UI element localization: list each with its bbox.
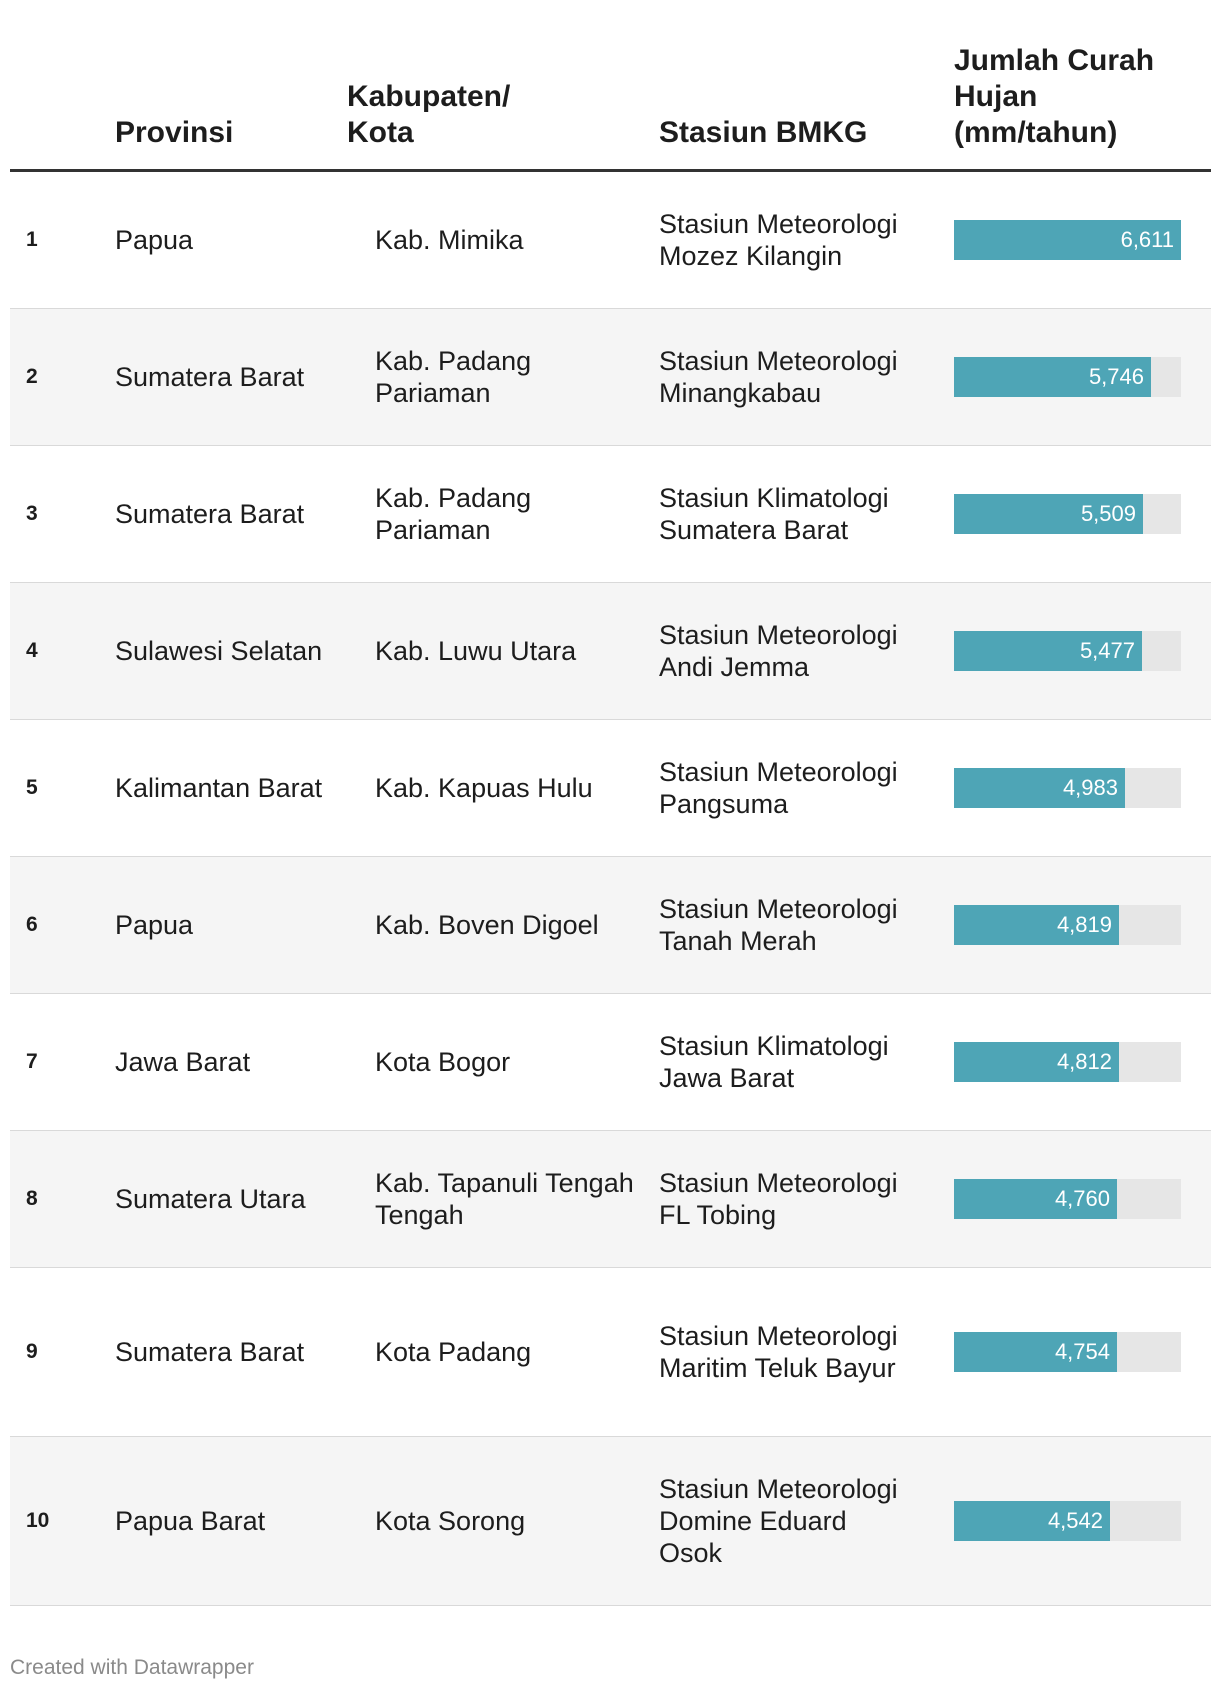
kabupaten-text: Kota Sorong [375,1506,526,1536]
kabupaten-text-cell [375,994,635,1130]
bar-track [954,357,1181,397]
provinsi-text-cell [115,583,355,719]
stasiun-text-cell [659,583,909,719]
footer-credit[interactable]: Created with Datawrapper [10,1656,254,1679]
bar-track [954,1332,1181,1372]
kabupaten-text-cell [375,1437,635,1605]
provinsi-text: Sumatera Barat [115,1337,305,1367]
rank-number-cell [26,1131,96,1267]
header-kabupaten[interactable]: Kabupaten/ Kota [347,80,511,149]
bar-cell [954,446,1181,582]
table-body [10,172,1211,1606]
provinsi-text-cell [115,857,355,993]
provinsi-text: Papua [115,910,194,940]
kabupaten-text-cell [375,446,635,582]
kabupaten-text-cell [375,857,635,993]
header-stasiun[interactable]: Stasiun BMKG [659,116,868,149]
provinsi-text: Sumatera Utara [115,1184,306,1214]
stasiun-text-cell [659,1268,909,1436]
rank-number-cell [26,446,96,582]
bar-track [954,631,1181,671]
kabupaten-text-cell [375,720,635,856]
provinsi-text: Kalimantan Barat [115,773,323,803]
bar-cell [954,583,1181,719]
bar-track [954,220,1181,260]
bar-value-label: 5,746 [1088,364,1144,389]
table-row [10,583,1211,720]
rank-number-cell [26,994,96,1130]
rank-number: 10 [26,1509,50,1532]
rank-number: 3 [26,502,38,525]
table-row [10,1437,1211,1606]
stasiun-text: Stasiun Meteorologi Andi Jemma [659,620,898,682]
bar-cell [954,1131,1181,1267]
provinsi-text-cell [115,720,355,856]
rank-number-cell [26,583,96,719]
bar-track [954,905,1181,945]
stasiun-text: Stasiun Meteorologi Tanah Merah [659,894,898,956]
table-row [10,1268,1211,1437]
rank-number: 6 [26,913,38,936]
bar-cell [954,1437,1181,1605]
kabupaten-text: Kota Padang [375,1337,532,1367]
kabupaten-text: Kab. Kapuas Hulu [375,773,593,803]
rank-number-cell [26,1268,96,1436]
provinsi-text-cell [115,1437,355,1605]
rainfall-table [10,0,1211,1606]
provinsi-text: Sumatera Barat [115,362,305,392]
rank-number: 9 [26,1340,38,1363]
kabupaten-text: Kab. Luwu Utara [375,636,577,666]
rank-number-cell [26,172,96,308]
bar-track [954,1042,1181,1082]
stasiun-text-cell [659,446,909,582]
stasiun-text-cell [659,994,909,1130]
provinsi-text-cell [115,172,355,308]
bar-track [954,1501,1181,1541]
provinsi-text-cell [115,309,355,445]
kabupaten-text: Kab. Tapanuli Tengah Tengah [375,1168,634,1230]
kabupaten-text-cell [375,583,635,719]
provinsi-text: Sulawesi Selatan [115,636,323,666]
bar-value-label: 4,760 [1054,1186,1110,1211]
provinsi-text-cell [115,1268,355,1436]
rank-number-cell [26,1437,96,1605]
rank-number: 5 [26,776,38,799]
bar-value-label: 4,754 [1054,1339,1110,1364]
stasiun-text: Stasiun Meteorologi Minangkabau [659,346,898,408]
rank-number: 2 [26,365,38,388]
table-row [10,1131,1211,1268]
rank-number-cell [26,857,96,993]
bar-value-label: 6,611 [1120,227,1174,252]
bar-value-label: 4,983 [1062,775,1118,800]
kabupaten-text-cell [375,1131,635,1267]
bar-cell [954,720,1181,856]
provinsi-text-cell [115,994,355,1130]
rank-number: 7 [26,1050,38,1073]
stasiun-text: Stasiun Meteorologi Domine Eduard Osok [659,1474,898,1568]
table-row [10,446,1211,583]
rank-number-cell [26,720,96,856]
stasiun-text-cell [659,1131,909,1267]
bar-track [954,768,1181,808]
table-row [10,857,1211,994]
table-row [10,172,1211,309]
bar-cell [954,994,1181,1130]
kabupaten-text-cell [375,1268,635,1436]
kabupaten-text: Kota Bogor [375,1047,511,1077]
provinsi-text: Sumatera Barat [115,499,305,529]
bar-track [954,1179,1181,1219]
stasiun-text: Stasiun Meteorologi Maritim Teluk Bayur [659,1321,898,1383]
kabupaten-text: Kab. Boven Digoel [375,910,599,940]
bar-value-label: 5,477 [1079,638,1135,663]
table-row [10,994,1211,1131]
stasiun-text-cell [659,720,909,856]
bar-track [954,494,1181,534]
kabupaten-text: Kab. Padang Pariaman [375,483,532,545]
provinsi-text: Jawa Barat [115,1047,251,1077]
stasiun-text: Stasiun Klimatologi Jawa Barat [659,1031,889,1093]
bar-cell [954,1268,1181,1436]
provinsi-text-cell [115,1131,355,1267]
bar-cell [954,309,1181,445]
header-provinsi[interactable]: Provinsi [115,116,234,149]
bar-cell [954,172,1181,308]
stasiun-text-cell [659,309,909,445]
provinsi-text: Papua [115,225,194,255]
stasiun-text: Stasiun Klimatologi Sumatera Barat [659,483,889,545]
stasiun-text: Stasiun Meteorologi Mozez Kilangin [659,209,898,271]
provinsi-text: Papua Barat [115,1506,266,1536]
kabupaten-text: Kab. Padang Pariaman [375,346,532,408]
kabupaten-text: Kab. Mimika [375,225,524,255]
stasiun-text-cell [659,857,909,993]
header-curah-hujan[interactable]: Jumlah Curah Hujan (mm/tahun) [954,44,1155,149]
rank-number-cell [26,309,96,445]
kabupaten-text-cell [375,309,635,445]
bar-value-label: 5,509 [1080,501,1136,526]
rank-number: 8 [26,1187,38,1210]
kabupaten-text-cell [375,172,635,308]
table-header [10,0,1211,172]
bar-value-label: 4,542 [1047,1508,1103,1533]
table-row [10,720,1211,857]
stasiun-text-cell [659,172,909,308]
rank-number: 1 [26,228,38,251]
stasiun-text: Stasiun Meteorologi FL Tobing [659,1168,898,1230]
bar-cell [954,857,1181,993]
provinsi-text-cell [115,446,355,582]
bar-value-label: 4,819 [1056,912,1112,937]
stasiun-text: Stasiun Meteorologi Pangsuma [659,757,898,819]
rank-number: 4 [26,639,38,662]
bar-value-label: 4,812 [1056,1049,1112,1074]
table-row [10,309,1211,446]
stasiun-text-cell [659,1437,909,1605]
